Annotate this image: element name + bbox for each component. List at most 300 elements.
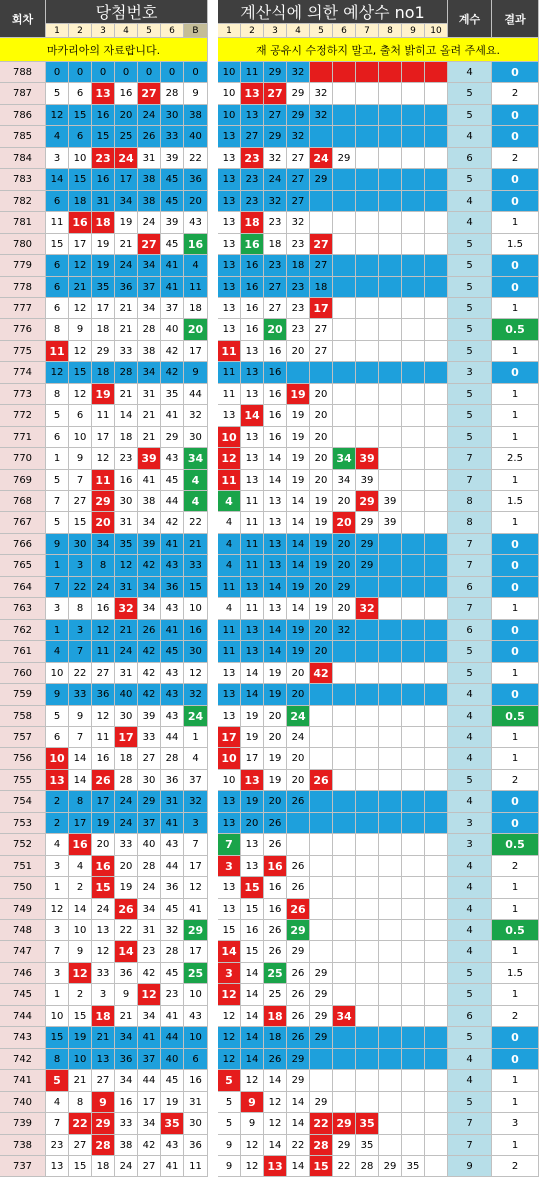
win-number: 3 <box>92 984 115 1006</box>
prediction-number: 9 <box>218 1135 241 1156</box>
prediction-number: 10 <box>218 770 241 791</box>
count-value: 6 <box>448 148 492 169</box>
count-value: 7 <box>448 448 492 470</box>
win-number: 9 <box>69 319 92 341</box>
prediction-number: 27 <box>264 83 287 105</box>
win-number: 26 <box>92 770 115 791</box>
win-number: 15 <box>69 169 92 191</box>
prediction-number: 13 <box>241 341 264 362</box>
prediction-number: 18 <box>241 212 264 234</box>
win-number: 2 <box>46 791 69 813</box>
win-number: 9 <box>69 448 92 470</box>
prediction-number <box>425 83 448 105</box>
result-value: 1 <box>492 405 539 427</box>
win-number: 16 <box>92 748 115 770</box>
prediction-number: 35 <box>356 1113 379 1135</box>
prediction-number <box>402 362 425 384</box>
prediction-number: 11 <box>218 577 241 598</box>
prediction-number <box>379 105 402 126</box>
win-number: 43 <box>161 663 184 684</box>
prediction-number <box>379 770 402 791</box>
prediction-number: 29 <box>287 920 310 941</box>
prediction-number <box>379 148 402 169</box>
prediction-number: 11 <box>218 384 241 405</box>
result-value: 0 <box>492 362 539 384</box>
round-number: 782 <box>0 191 46 212</box>
prediction-number <box>425 62 448 83</box>
win-number: 43 <box>161 448 184 470</box>
prediction-number: 26 <box>264 920 287 941</box>
prediction-number: 29 <box>333 1135 356 1156</box>
round-number: 751 <box>0 856 46 877</box>
round-number: 759 <box>0 684 46 706</box>
prediction-number: 15 <box>241 941 264 963</box>
result-value: 0 <box>492 555 539 577</box>
prediction-number: 27 <box>310 341 333 362</box>
prediction-number: 12 <box>218 448 241 470</box>
round-number: 786 <box>0 105 46 126</box>
prediction-number <box>402 405 425 427</box>
prediction-number <box>425 105 448 126</box>
prediction-number <box>402 105 425 126</box>
count-value: 5 <box>448 234 492 255</box>
prediction-number <box>379 813 402 834</box>
prediction-number <box>356 234 379 255</box>
prediction-number: 23 <box>241 148 264 169</box>
prediction-number <box>356 770 379 791</box>
win-number: 17 <box>92 427 115 448</box>
prediction-number: 13 <box>218 126 241 148</box>
prediction-number: 23 <box>287 298 310 319</box>
round-number: 772 <box>0 405 46 427</box>
win-number: 21 <box>115 384 138 405</box>
win-number: 7 <box>69 641 92 663</box>
round-number: 785 <box>0 126 46 148</box>
prediction-number <box>310 62 333 83</box>
prediction-number <box>402 963 425 984</box>
prediction-number <box>425 663 448 684</box>
result-value: 1 <box>492 877 539 899</box>
win-number: 45 <box>161 169 184 191</box>
prediction-number <box>402 1135 425 1156</box>
win-number: 45 <box>161 963 184 984</box>
prediction-number <box>425 126 448 148</box>
prediction-number <box>379 212 402 234</box>
prediction-number <box>310 813 333 834</box>
prediction-number: 28 <box>356 1156 379 1177</box>
prediction-number: 12 <box>241 1135 264 1156</box>
win-number: 16 <box>115 1092 138 1113</box>
win-number: 10 <box>69 920 92 941</box>
win-number: 28 <box>161 83 184 105</box>
prediction-number: 29 <box>310 1006 333 1027</box>
result-value: 0 <box>492 684 539 706</box>
prediction-number: 34 <box>333 470 356 491</box>
prediction-number <box>333 856 356 877</box>
result-value: 1 <box>492 341 539 362</box>
prediction-number: 26 <box>264 941 287 963</box>
prediction-number: 13 <box>241 427 264 448</box>
win-number: 10 <box>69 427 92 448</box>
prediction-number <box>379 877 402 899</box>
win-number: 17 <box>69 813 92 834</box>
win-number: 9 <box>92 1092 115 1113</box>
prediction-number <box>425 298 448 319</box>
prediction-number <box>356 984 379 1006</box>
prediction-number: 16 <box>264 341 287 362</box>
win-number: 33 <box>115 1113 138 1135</box>
prediction-number: 18 <box>264 234 287 255</box>
prediction-number <box>379 405 402 427</box>
prediction-number: 26 <box>264 834 287 856</box>
prediction-number: 19 <box>264 684 287 706</box>
win-number: 42 <box>161 512 184 534</box>
result-value: 1.5 <box>492 963 539 984</box>
prediction-number <box>379 727 402 748</box>
win-number: 37 <box>138 813 161 834</box>
win-number: 10 <box>184 1027 208 1049</box>
prediction-number <box>402 941 425 963</box>
prediction-number: 13 <box>264 1156 287 1177</box>
result-value: 0 <box>492 813 539 834</box>
round-number: 748 <box>0 920 46 941</box>
win-number: 30 <box>69 534 92 555</box>
prediction-number: 20 <box>310 641 333 663</box>
prediction-number: 13 <box>218 255 241 277</box>
win-number: 24 <box>184 706 208 727</box>
count-value: 7 <box>448 555 492 577</box>
round-number: 766 <box>0 534 46 555</box>
prediction-number <box>402 748 425 770</box>
win-number: 27 <box>92 1070 115 1092</box>
prediction-number: 15 <box>241 899 264 920</box>
prediction-number <box>356 813 379 834</box>
win-number: 38 <box>138 491 161 512</box>
prediction-number: 13 <box>241 105 264 126</box>
win-number: 17 <box>92 791 115 813</box>
count-value: 7 <box>448 1135 492 1156</box>
prediction-number <box>379 384 402 405</box>
prediction-number <box>402 791 425 813</box>
prediction-number: 24 <box>264 169 287 191</box>
win-number: 29 <box>138 791 161 813</box>
prediction-number <box>402 427 425 448</box>
prediction-number <box>310 362 333 384</box>
round-number: 774 <box>0 362 46 384</box>
win-number: 21 <box>184 534 208 555</box>
calc-col-8: 8 <box>379 24 402 38</box>
prediction-number: 18 <box>264 1006 287 1027</box>
prediction-number <box>333 1070 356 1092</box>
win-number: 38 <box>115 1135 138 1156</box>
win-number: 42 <box>138 1135 161 1156</box>
prediction-number: 26 <box>264 1049 287 1070</box>
prediction-number <box>425 748 448 770</box>
prediction-number <box>425 362 448 384</box>
win-number: 29 <box>92 491 115 512</box>
count-value: 4 <box>448 191 492 212</box>
prediction-number: 16 <box>241 277 264 298</box>
calc-col-2: 2 <box>241 24 264 38</box>
win-number: 39 <box>138 448 161 470</box>
prediction-number: 12 <box>241 1156 264 1177</box>
win-number: 28 <box>115 362 138 384</box>
prediction-number: 29 <box>333 148 356 169</box>
prediction-number: 16 <box>264 384 287 405</box>
prediction-number <box>425 770 448 791</box>
prediction-number <box>425 319 448 341</box>
win-number: 20 <box>92 512 115 534</box>
prediction-number <box>379 663 402 684</box>
prediction-number: 29 <box>287 105 310 126</box>
round-number: 750 <box>0 877 46 899</box>
win-number: 40 <box>161 1049 184 1070</box>
calc-col-3: 3 <box>264 24 287 38</box>
prediction-number: 32 <box>264 191 287 212</box>
win-number: 6 <box>69 126 92 148</box>
win-number: 8 <box>46 1049 69 1070</box>
win-number: 43 <box>161 706 184 727</box>
win-number: 42 <box>138 663 161 684</box>
win-number: 9 <box>69 706 92 727</box>
prediction-number <box>379 319 402 341</box>
prediction-number: 13 <box>241 362 264 384</box>
prediction-number <box>333 813 356 834</box>
prediction-number <box>333 941 356 963</box>
prediction-number <box>333 298 356 319</box>
prediction-number: 26 <box>287 1027 310 1049</box>
count-value: 4 <box>448 748 492 770</box>
prediction-number <box>356 727 379 748</box>
win-number: 41 <box>138 470 161 491</box>
prediction-number <box>402 663 425 684</box>
win-number: 19 <box>69 1027 92 1049</box>
prediction-number <box>402 770 425 791</box>
prediction-number <box>379 470 402 491</box>
win-number: 36 <box>161 577 184 598</box>
win-number: 41 <box>161 1156 184 1177</box>
win-number: 4 <box>184 255 208 277</box>
win-number: 11 <box>184 277 208 298</box>
result-value: 2 <box>492 1006 539 1027</box>
prediction-number <box>379 856 402 877</box>
win-number: 18 <box>115 427 138 448</box>
win-number: 11 <box>92 641 115 663</box>
prediction-number <box>333 963 356 984</box>
prediction-number <box>379 641 402 663</box>
prediction-number: 13 <box>241 641 264 663</box>
win-number: 18 <box>69 191 92 212</box>
win-number: 34 <box>138 298 161 319</box>
result-value: 1 <box>492 727 539 748</box>
win-number: 42 <box>138 555 161 577</box>
round-number: 775 <box>0 341 46 362</box>
prediction-number: 11 <box>241 62 264 83</box>
win-number: 0 <box>92 62 115 83</box>
win-number: 16 <box>92 169 115 191</box>
prediction-number <box>356 706 379 727</box>
prediction-number: 28 <box>310 1135 333 1156</box>
prediction-number: 29 <box>356 491 379 512</box>
prediction-number <box>333 62 356 83</box>
result-value: 1 <box>492 212 539 234</box>
round-number: 762 <box>0 620 46 641</box>
win-number: 34 <box>138 1006 161 1027</box>
prediction-number: 9 <box>241 1113 264 1135</box>
prediction-number <box>310 706 333 727</box>
prediction-number: 27 <box>287 148 310 169</box>
prediction-number: 20 <box>264 319 287 341</box>
win-number: 37 <box>184 770 208 791</box>
win-number: 14 <box>115 405 138 427</box>
win-number: 4 <box>184 748 208 770</box>
result-value: 1 <box>492 899 539 920</box>
prediction-number <box>379 1070 402 1092</box>
count-value: 5 <box>448 384 492 405</box>
win-number: 19 <box>92 384 115 405</box>
prediction-number: 5 <box>218 1113 241 1135</box>
prediction-number <box>333 748 356 770</box>
prediction-number <box>425 534 448 555</box>
prediction-number <box>402 470 425 491</box>
prediction-number <box>425 791 448 813</box>
prediction-number: 13 <box>218 684 241 706</box>
prediction-number <box>356 899 379 920</box>
prediction-number <box>402 277 425 298</box>
win-number: 11 <box>92 470 115 491</box>
prediction-number: 13 <box>218 191 241 212</box>
prediction-number: 20 <box>287 770 310 791</box>
prediction-number: 4 <box>218 555 241 577</box>
count-value: 4 <box>448 1070 492 1092</box>
win-number: 38 <box>138 341 161 362</box>
win-number: 16 <box>115 83 138 105</box>
prediction-number: 14 <box>241 684 264 706</box>
win-number: 42 <box>138 963 161 984</box>
prediction-number <box>425 813 448 834</box>
prediction-number <box>402 191 425 212</box>
prediction-number <box>333 834 356 856</box>
prediction-number: 20 <box>310 577 333 598</box>
win-number: 8 <box>69 1092 92 1113</box>
prediction-number: 35 <box>356 1135 379 1156</box>
prediction-number: 34 <box>333 448 356 470</box>
prediction-number <box>425 512 448 534</box>
win-number: 44 <box>184 384 208 405</box>
prediction-number <box>425 1156 448 1177</box>
prediction-number <box>425 963 448 984</box>
prediction-number <box>425 212 448 234</box>
count-value: 5 <box>448 663 492 684</box>
prediction-number: 13 <box>218 663 241 684</box>
win-number: 12 <box>69 384 92 405</box>
round-number: 756 <box>0 748 46 770</box>
prediction-number: 15 <box>310 1156 333 1177</box>
prediction-number <box>310 748 333 770</box>
prediction-number: 4 <box>218 512 241 534</box>
win-number: 41 <box>161 255 184 277</box>
prediction-number <box>402 341 425 362</box>
win-number: 8 <box>46 384 69 405</box>
prediction-number: 19 <box>310 512 333 534</box>
win-number: 13 <box>46 770 69 791</box>
win-number: 31 <box>92 191 115 212</box>
win-number: 34 <box>138 1113 161 1135</box>
prediction-number: 14 <box>287 555 310 577</box>
win-number: 3 <box>46 598 69 620</box>
prediction-number <box>287 362 310 384</box>
prediction-number: 32 <box>264 148 287 169</box>
prediction-number <box>356 1027 379 1049</box>
count-value: 5 <box>448 405 492 427</box>
win-number: 20 <box>115 856 138 877</box>
prediction-number: 13 <box>218 899 241 920</box>
prediction-number: 20 <box>264 791 287 813</box>
prediction-number <box>402 899 425 920</box>
prediction-number: 25 <box>264 963 287 984</box>
prediction-number <box>287 813 310 834</box>
prediction-number: 29 <box>264 126 287 148</box>
prediction-number: 16 <box>264 362 287 384</box>
count-value: 7 <box>448 1113 492 1135</box>
result-value: 0 <box>492 577 539 598</box>
win-number: 8 <box>46 319 69 341</box>
win-number: 24 <box>115 255 138 277</box>
prediction-number: 32 <box>356 598 379 620</box>
prediction-number: 26 <box>287 899 310 920</box>
prediction-number <box>402 255 425 277</box>
win-number: 0 <box>46 62 69 83</box>
win-number: 41 <box>161 534 184 555</box>
prediction-number: 20 <box>287 684 310 706</box>
prediction-number: 19 <box>287 641 310 663</box>
prediction-number: 14 <box>264 641 287 663</box>
result-value: 0.5 <box>492 834 539 856</box>
win-number: 21 <box>69 277 92 298</box>
win-number: 9 <box>46 684 69 706</box>
win-number: 31 <box>161 791 184 813</box>
round-number: 780 <box>0 234 46 255</box>
win-number: 6 <box>46 727 69 748</box>
win-number: 6 <box>69 83 92 105</box>
prediction-number: 5 <box>218 1092 241 1113</box>
win-number: 30 <box>184 1113 208 1135</box>
prediction-number <box>402 384 425 405</box>
prediction-number <box>379 899 402 920</box>
prediction-number: 16 <box>241 298 264 319</box>
win-number: 4 <box>46 834 69 856</box>
prediction-number <box>425 1006 448 1027</box>
prediction-number <box>425 598 448 620</box>
win-number: 41 <box>161 1006 184 1027</box>
win-number: 29 <box>184 920 208 941</box>
win-number: 2 <box>69 877 92 899</box>
win-number: 36 <box>184 1135 208 1156</box>
win-number: 33 <box>138 727 161 748</box>
win-number: 23 <box>138 941 161 963</box>
win-number: 31 <box>115 512 138 534</box>
round-number: 788 <box>0 62 46 83</box>
count-value: 5 <box>448 984 492 1006</box>
result-value: 0 <box>492 105 539 126</box>
prediction-number: 13 <box>218 234 241 255</box>
win-number: 43 <box>161 598 184 620</box>
prediction-number <box>379 706 402 727</box>
prediction-number <box>356 427 379 448</box>
round-number: 764 <box>0 577 46 598</box>
win-number: 4 <box>46 641 69 663</box>
prediction-number <box>425 384 448 405</box>
